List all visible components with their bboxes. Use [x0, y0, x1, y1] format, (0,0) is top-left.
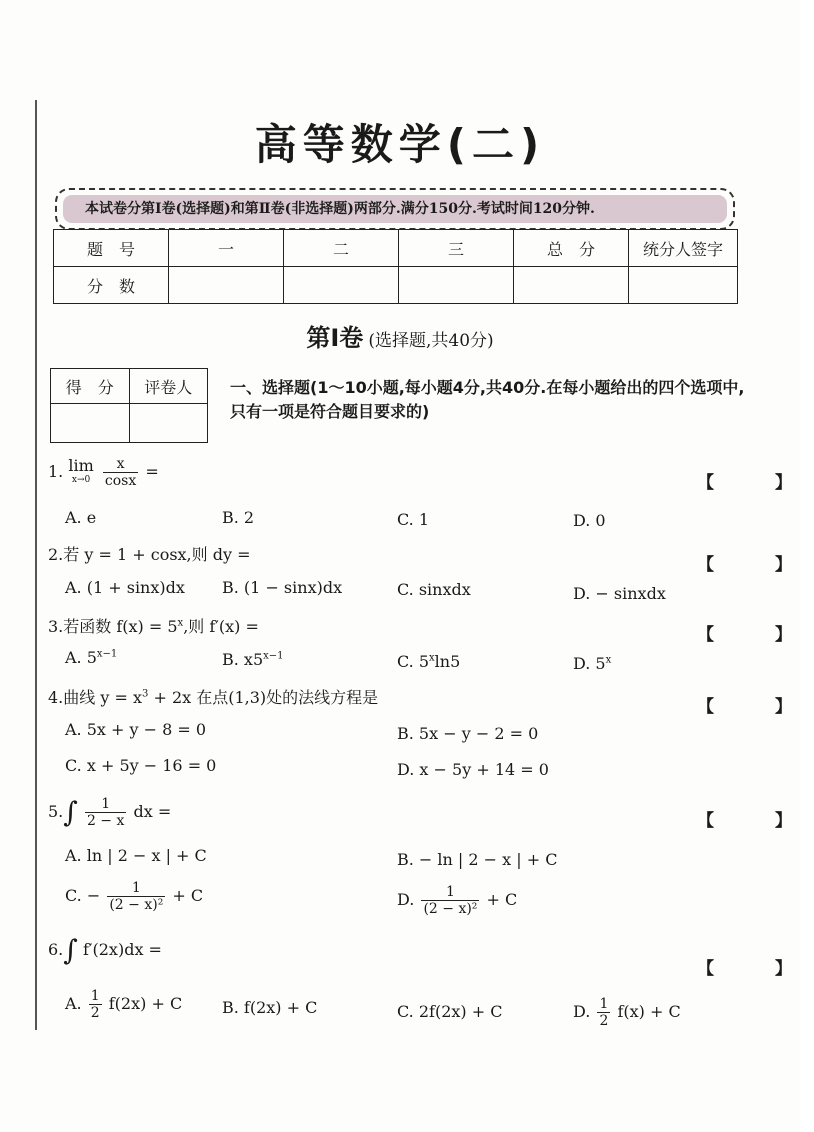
option-text: A.: [65, 994, 82, 1013]
section-instructions: 一、选择题(1～10小题,每小题4分,共40分.在每小题给出的四个选项中,只有一项是符合题目要求的): [230, 378, 745, 421]
option-c[interactable]: C. 1: [397, 510, 430, 529]
option-text: D.: [573, 1002, 591, 1021]
stem-tail: dx =: [133, 802, 172, 821]
option-d[interactable]: [573, 996, 681, 1029]
score-table-cell: 一: [169, 230, 284, 267]
option-a[interactable]: [65, 648, 117, 667]
grader-entry-row: [51, 404, 208, 443]
stem-text: + 2x 在点(1,3)处的法线方程是: [148, 688, 379, 707]
question-number: 1.: [48, 462, 64, 481]
score-table: [53, 229, 738, 304]
option-d[interactable]: D. 0: [573, 511, 606, 530]
numerator: 1: [421, 884, 479, 901]
limit-subscript: x→0: [71, 474, 91, 485]
option-d[interactable]: D. − sinxdx: [573, 584, 666, 603]
option-text: + C: [172, 886, 204, 905]
grader-name-cell[interactable]: [129, 404, 208, 443]
limit-word: lim: [68, 455, 94, 475]
section-title: 第Ⅰ卷: [306, 324, 364, 352]
score-table-cell: 分 数: [54, 267, 169, 304]
option-a[interactable]: A. e: [65, 508, 97, 527]
denominator: 2: [90, 1005, 100, 1021]
score-input-cell[interactable]: [284, 267, 399, 304]
question-5-stem: [48, 796, 171, 829]
option-text: D. 5: [573, 654, 606, 673]
score-table-cell: 总 分: [514, 230, 629, 267]
question-6-stem: [48, 933, 162, 967]
answer-bracket[interactable]: 【 】: [697, 959, 814, 979]
grader-header-row: [51, 369, 208, 404]
answer-bracket[interactable]: 【 】: [697, 555, 814, 575]
exponent: x: [429, 652, 435, 664]
stem-text: f′(2x)dx =: [82, 940, 162, 959]
exponent: x: [177, 617, 184, 629]
numerator: 1: [599, 996, 609, 1012]
option-text: D.: [397, 890, 415, 909]
section-heading: [0, 318, 800, 353]
question-number: 5.: [48, 802, 64, 821]
option-d[interactable]: D. x − 5y + 14 = 0: [397, 760, 549, 779]
grader-name-label: 评卷人: [129, 369, 208, 404]
numerator: x: [103, 456, 138, 473]
stem-text: 4.曲线 y = x: [48, 688, 142, 707]
option-a[interactable]: A. 5x + y − 8 = 0: [65, 720, 207, 739]
score-table-cell: 二: [284, 230, 399, 267]
denominator: (2 − x)²: [423, 901, 478, 917]
numerator: 1: [85, 796, 126, 813]
answer-bracket[interactable]: 【 】: [697, 697, 814, 717]
option-text: ln5: [434, 652, 461, 671]
exponent: 3: [142, 688, 149, 700]
option-d[interactable]: [573, 654, 611, 673]
question-2-stem: 2.若 y = 1 + cosx,则 dy =: [48, 545, 251, 564]
exponent: x−1: [263, 650, 284, 662]
option-c[interactable]: [397, 652, 460, 671]
limit-operator: [68, 455, 94, 487]
grader-score-cell[interactable]: [51, 404, 130, 443]
exponent: x−1: [96, 648, 118, 660]
fraction: [89, 988, 102, 1021]
question-number: 6.: [48, 940, 64, 959]
integral-sign: ∫: [63, 933, 78, 967]
answer-bracket[interactable]: 【 】: [697, 625, 814, 645]
score-input-cell[interactable]: [169, 267, 284, 304]
numerator: 1: [107, 880, 165, 897]
question-3-stem: [48, 614, 259, 637]
denominator: 2: [599, 1013, 609, 1029]
option-b[interactable]: B. (1 − sinx)dx: [222, 578, 343, 597]
section-subtitle: (选择题,共40分): [368, 331, 494, 351]
option-text: B. x5: [222, 650, 264, 669]
stem-text: ,则 f′(x) =: [183, 617, 259, 636]
option-b[interactable]: [222, 650, 284, 669]
answer-bracket[interactable]: 【 】: [697, 473, 814, 493]
option-b[interactable]: B. 2: [222, 508, 255, 527]
option-a[interactable]: A. (1 + sinx)dx: [65, 578, 185, 597]
option-text: f(2x) + C: [108, 994, 183, 1013]
question-1-stem: [48, 456, 159, 489]
stem-text: 3.若函数 f(x) = 5: [48, 617, 178, 636]
option-text: C. 5: [397, 652, 430, 671]
fraction: [85, 796, 126, 829]
score-table-cell: 题 号: [54, 230, 169, 267]
score-input-cell[interactable]: [629, 267, 738, 304]
option-d[interactable]: [397, 884, 517, 917]
option-c[interactable]: C. x + 5y − 16 = 0: [65, 756, 217, 775]
option-b[interactable]: B. − ln | 2 − x | + C: [397, 850, 558, 869]
fraction: [597, 996, 610, 1029]
grader-score-label: 得 分: [51, 369, 130, 404]
integral-sign: ∫: [63, 795, 78, 829]
score-table-score-row: [54, 267, 738, 304]
option-b[interactable]: B. 5x − y − 2 = 0: [397, 724, 539, 743]
option-a[interactable]: [65, 988, 182, 1021]
question-4-stem: [48, 685, 378, 708]
option-b[interactable]: B. f(2x) + C: [222, 998, 318, 1017]
denominator: (2 − x)²: [109, 897, 164, 913]
denominator: cosx: [104, 473, 137, 489]
option-c[interactable]: [65, 880, 203, 913]
info-banner-text: 本试卷分第Ⅰ卷(选择题)和第Ⅱ卷(非选择题)两部分.满分150分.考试时间120分钟.: [63, 195, 727, 223]
stem-tail: =: [145, 462, 159, 481]
score-input-cell[interactable]: [399, 267, 514, 304]
denominator: 2 − x: [86, 813, 125, 829]
exponent: x: [605, 654, 612, 666]
score-input-cell[interactable]: [514, 267, 629, 304]
option-a[interactable]: A. ln | 2 − x | + C: [65, 846, 207, 865]
numerator: 1: [90, 988, 100, 1004]
fraction: [103, 456, 138, 489]
option-text: + C: [486, 890, 518, 909]
score-table-cell: 统分人签字: [629, 230, 738, 267]
score-table-header-row: [54, 230, 738, 267]
option-text: f(x) + C: [617, 1002, 681, 1021]
exam-title: 高等数学(二): [254, 120, 546, 169]
fraction: [107, 880, 165, 913]
grader-table: [50, 368, 208, 443]
binding-line: [35, 100, 37, 1030]
option-text: A. 5: [65, 648, 97, 667]
option-text: C. −: [65, 886, 101, 905]
score-table-cell: 三: [399, 230, 514, 267]
option-c[interactable]: C. sinxdx: [397, 580, 471, 599]
answer-bracket[interactable]: 【 】: [697, 811, 814, 831]
option-c[interactable]: C. 2f(2x) + C: [397, 1002, 503, 1021]
fraction: [421, 884, 479, 917]
info-banner: [55, 188, 735, 230]
